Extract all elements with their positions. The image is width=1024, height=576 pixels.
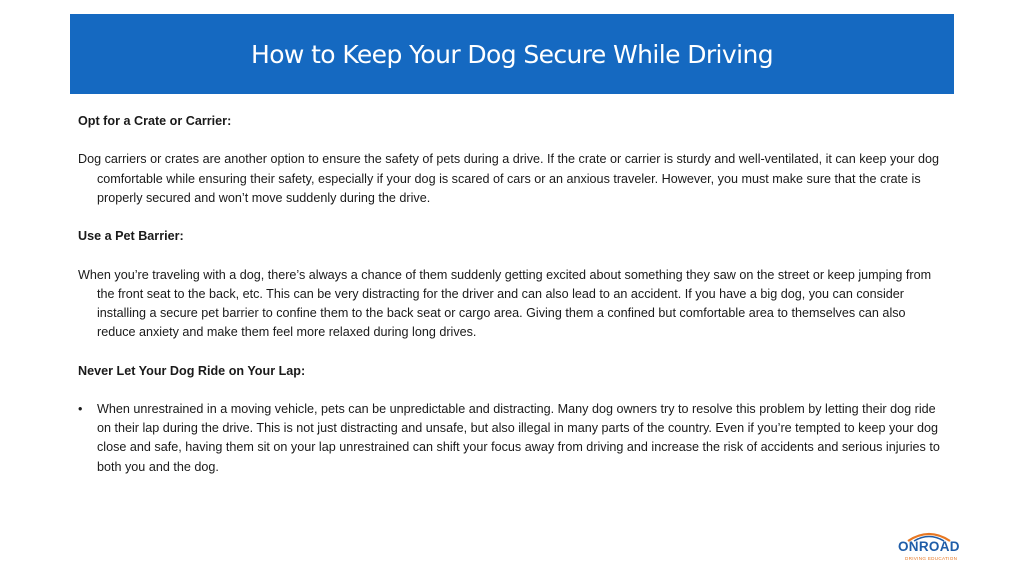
bullet-marker: • bbox=[78, 401, 83, 416]
logo-wordmark: ONROAD bbox=[898, 539, 960, 554]
logo-tagline: DRIVING EDUCATION bbox=[905, 556, 958, 561]
onroad-logo bbox=[894, 530, 974, 564]
section-heading-lap: Never Let Your Dog Ride on Your Lap: bbox=[78, 363, 306, 378]
section-body-crate: Dog carriers or crates are another option to ensure the safety of pets during a drive. If the crate or carrier is sturdy and well-ventilated, it can keep your dog comfortable while ensuring their safety, especially if your dog is scared of cars or an anxious traveler. However, you must make sure that the crate is properly secured and won’t move suddenly during the drive. bbox=[78, 152, 940, 205]
section-heading-barrier: Use a Pet Barrier: bbox=[78, 229, 184, 244]
section-body-barrier: When you’re traveling with a dog, there’s always a chance of them suddenly getting excited about something they saw on the street or keep jumping from the front seat to the back, etc. This can be very distracting for the driver and can also lead to an accident. If you have a big dog, you can consider installing a secure pet barrier to confine them to the back seat or cargo area. Giving them a confined but comfortable area to themselves can also reduce anxiety and make them feel more relaxed during long drives. bbox=[78, 267, 932, 340]
section-heading-crate: Opt for a Crate or Carrier: bbox=[78, 114, 232, 128]
title-band bbox=[70, 14, 954, 94]
section-body-lap: When unrestrained in a moving vehicle, pets can be unpredictable and distracting. Many dog owners try to resolve this problem by letting their dog ride on their lap during the drive. This is not just distracting and unsafe, but also illegal in many parts of the country. Even if you’re tempted to keep your dog close and safe, having them sit on your lap unrestrained can shift your focus away from driving and increase the risk of accidents and serious injuries to both you and the dog. bbox=[97, 401, 940, 474]
slide-title: How to Keep Your Dog Secure While Driving bbox=[251, 39, 773, 69]
slide-content bbox=[78, 112, 946, 477]
bullet-item-lap bbox=[78, 400, 946, 477]
